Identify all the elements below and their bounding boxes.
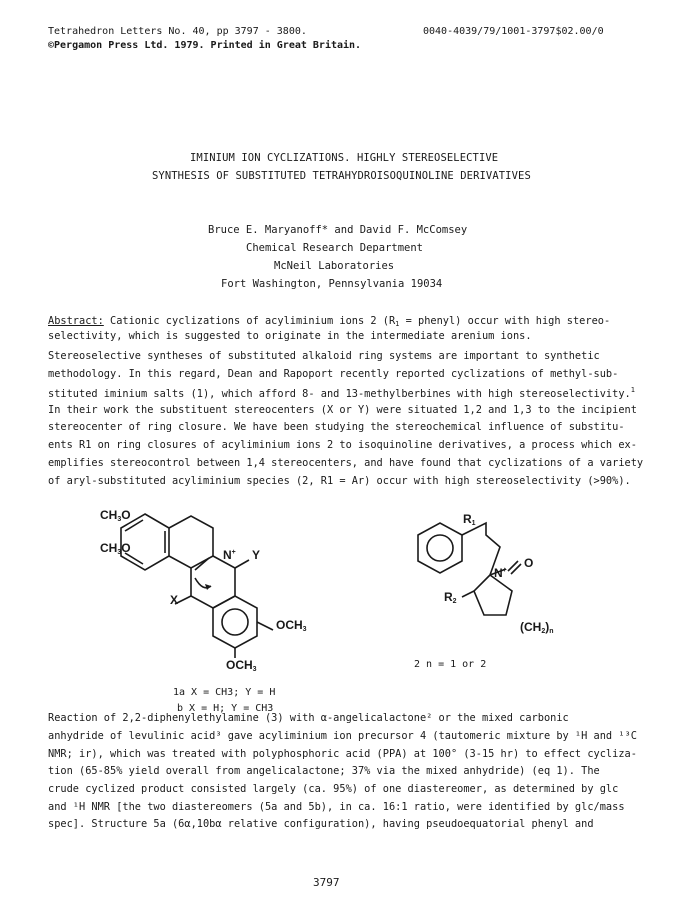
reference-1: 1 (630, 386, 635, 394)
para1-line: stituted iminium salts (1), which afford 8- and 13-methylberbines with high stereoselectivity.$^1$ (48, 386, 635, 400)
abstract-label: Abstract: (48, 315, 104, 327)
journal-citation: Tetrahedron Letters No. 40, pp 3797 - 3800. (48, 26, 307, 37)
para1-line: In their work the substituent stereocenters (X or Y) were situated 1,2 and 1,3 to the incipient (48, 404, 637, 416)
phenyl-ring (418, 523, 462, 573)
structure-1-caption-a: 1a X = CH3; Y = H (173, 687, 276, 698)
article-code: 0040-4039/79/1001-3797$02.00/0 (423, 26, 604, 37)
label-x: X (170, 593, 179, 607)
label-y: Y (252, 548, 261, 562)
label-r2: $R_2$ (444, 590, 457, 605)
para2-line: crude cyclized product consisted largely (ca. 95%) of one diastereomer, as determined by glc (48, 783, 619, 795)
title-line-2: SYNTHESIS OF SUBSTITUTED TETRAHYDROISOQUINOLINE DERIVATIVES (152, 170, 531, 182)
para1-line: ents R1 on ring closures of acyliminium ions 2 to isoquinoline derivatives, a process which ex- (48, 439, 637, 451)
page-number: 3797 (313, 876, 340, 889)
author-location: Fort Washington, Pennsylvania 19034 (221, 278, 443, 290)
copyright-line: ©Pergamon Press Ltd. 1979. Printed in Great Britain. (48, 40, 362, 51)
structure-1-drawing (95, 500, 355, 670)
label-och3-bottom: $OCH_3$ (226, 658, 257, 673)
para2-line: and ¹H NMR [the two diastereomers (5a and 5b), in ca. 16:1 ratio, were identified by glc/mass (48, 801, 625, 813)
label-ch2n: $(CH_2)_n$ (520, 620, 554, 635)
para2-line: spec]. Structure 5a (6α,10bα relative configuration), having pseudoequatorial phenyl and (48, 818, 594, 830)
para2-line: NMR; ir), which was treated with polyphosphoric acid (PPA) at 100° (3-15 hr) to effect cycliza- (48, 748, 637, 760)
title-line-1: IMINIUM ION CYCLIZATIONS. HIGHLY STEREOSELECTIVE (190, 152, 499, 164)
label-ch3o-top: $CH_3O$ (100, 508, 131, 523)
para1-line: Stereoselective syntheses of substituted alkaloid ring systems are important to synthetic (48, 350, 600, 362)
structure-1-caption-b: b X = H; Y = CH3 (177, 703, 274, 714)
para1-line: methodology. In this regard, Dean and Rapoport recently reported cyclizations of methyl-sub- (48, 368, 619, 380)
label-n-plus: N+ (223, 548, 236, 562)
label-o: O (524, 556, 534, 570)
para2-line: anhydride of levulinic acid³ gave acyliminium ion precursor 4 (tautomeric mixture by ¹H and ¹³C (48, 730, 637, 742)
author-organization: McNeil Laboratories (274, 260, 395, 272)
author-names: Bruce E. Maryanoff* and David F. McComsey (208, 224, 468, 236)
para1-line: emplifies stereocontrol between 1,4 stereocenters, and have found that cyclizations of a variety (48, 457, 644, 469)
author-department: Chemical Research Department (246, 242, 424, 254)
para1-line: of aryl-substituted acyliminium species (2, R1 = Ar) occur with high stereoselectivity (>90%). (48, 475, 631, 487)
label-ch3o-bottom: $CH_3O$ (100, 541, 131, 556)
label-r1: $R_1$ (463, 512, 476, 527)
para1-line: stereocenter of ring closure. We have been studying the stereochemical influence of substitu- (48, 421, 625, 433)
para2-line: tion (65-85% yield overall from angelicalactone; 37% via the mixed anhydride) (eq 1). The (48, 765, 600, 777)
label-n-plus-2: N+ (494, 566, 507, 580)
para2-line: Reaction of 2,2-diphenylethylamine (3) with α-angelicalactone² or the mixed carbonic (48, 712, 569, 724)
abstract-line-1: Abstract: Cationic cyclizations of acyliminium ions 2 ($R_1$ = phenyl) occur with high stereo- (48, 315, 611, 328)
structure-2-caption: 2 n = 1 or 2 (414, 659, 487, 670)
label-och3-right: $OCH_3$ (276, 618, 307, 633)
abstract-line-2: selectivity, which is suggested to originate in the intermediate arenium ions. (48, 330, 532, 342)
ring-d (213, 596, 257, 648)
